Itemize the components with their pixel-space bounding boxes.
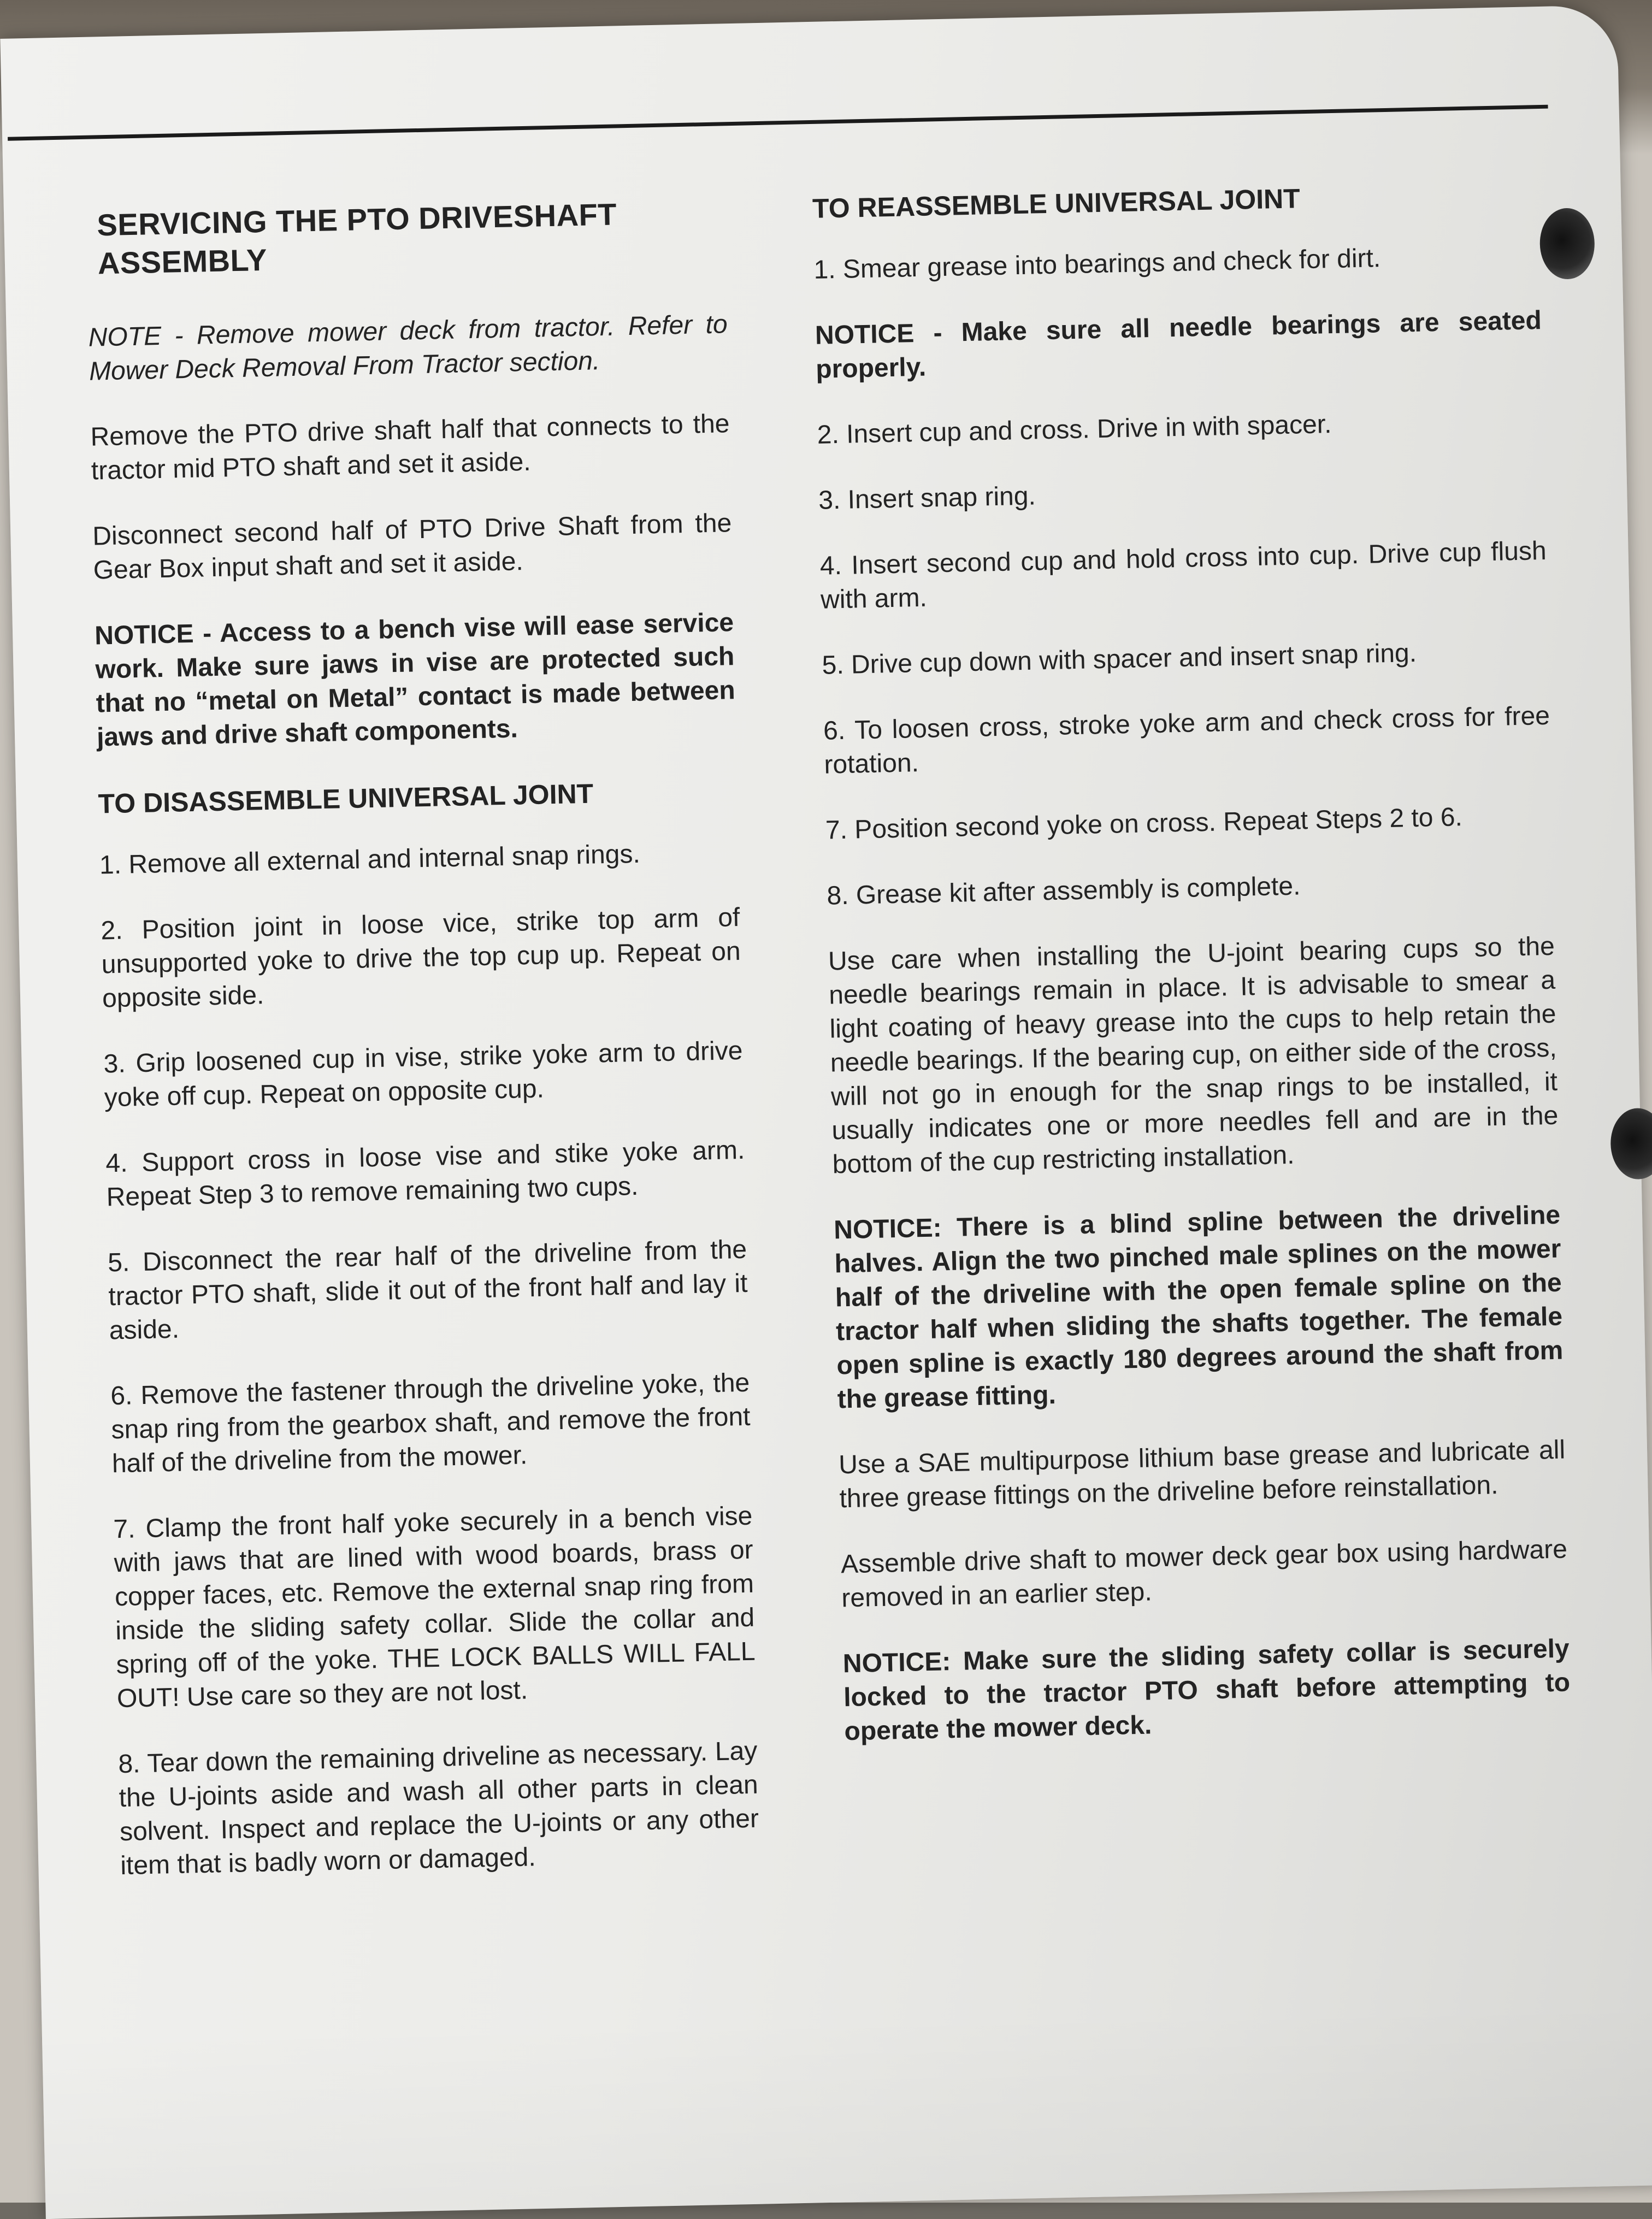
disassemble-heading: TO DISASSEMBLE UNIVERSAL JOINT: [98, 778, 594, 819]
header-rule: [8, 105, 1548, 141]
reassemble-step: 7. Position second yoke on cross. Repeat Steps 2 to 6.: [825, 802, 1463, 845]
reassemble-step: 3. Insert snap ring.: [818, 481, 1036, 515]
notice-blind-spline: NOTICE: There is a blind spline between the driveline halves. Align the two pinched male splines on the mower half of the driveline with the open female spline on the tractor half when sliding the shafts together. The female open spline is exactly 180 degrees around the shaft from the grease fitting.: [833, 1200, 1564, 1414]
reassemble-step: 6. To loosen cross, stroke yoke arm and check cross for free rotation.: [823, 701, 1550, 780]
notice-safety-collar: NOTICE: Make sure the sliding safety collar is securely locked to the tractor PTO shaft before attempting to operate the mower deck.: [842, 1634, 1571, 1746]
binder-hole-top: [1539, 208, 1595, 280]
reassemble-step: 5. Drive cup down with spacer and insert snap ring.: [822, 638, 1417, 680]
manual-page: [0, 5, 1652, 2219]
disassemble-step: 8. Tear down the remaining driveline as necessary. Lay the U-joints aside and wash all other parts in clean solvent. Inspect and replace the U-joints or any other item that is badly worn or damaged.: [117, 1736, 759, 1881]
para-assemble-drive-shaft: Assemble drive shaft to mower deck gear box using hardware removed in an earlier step.: [840, 1535, 1568, 1613]
binder-hole-middle: [1610, 1108, 1652, 1180]
para-use-care: Use care when installing the U-joint bearing cups so the needle bearings remain in place. It is advisable to smear a light coating of heavy grease into the cups to help retain the needle bearings. If the bearing cup, on either side of the cross, will not go in enough for the snap rings to be installed, it usually indicates one or more needles fell and are in the bottom of the cup restricting installation.: [828, 931, 1559, 1179]
para-remove-pto-half: Remove the PTO drive shaft half that connects to the tractor mid PTO shaft and set it aside.: [90, 409, 730, 486]
reassemble-step: 4. Insert second cup and hold cross into cup. Drive cup flush with arm.: [819, 536, 1547, 615]
disassemble-step: 3. Grip loosened cup in vise, strike yoke arm to drive yoke off cup. Repeat on opposite cup.: [103, 1036, 743, 1113]
reassemble-step: 1. Smear grease into bearings and check for dirt.: [813, 244, 1381, 285]
disassemble-step: 5. Disconnect the rear half of the driveline from the tractor PTO shaft, slide it out of the front half and lay it aside.: [107, 1235, 748, 1345]
disassemble-step: 6. Remove the fastener through the driveline yoke, the snap ring from the gearbox shaft, and remove the front half of the driveline from the mower.: [110, 1368, 751, 1479]
disassemble-step: 2. Position joint in loose vice, strike top arm of unsupported yoke to drive the top cup up. Repeat on opposite side.: [101, 902, 741, 1013]
disassemble-step: 4. Support cross in loose vise and stike yoke arm. Repeat Step 3 to remove remaining two cups.: [105, 1135, 745, 1212]
disassemble-step: 7. Clamp the front half yoke securely in a bench vise with jaws that are lined with wood boards, brass or copper faces, etc. Remove the external snap ring from inside the sliding safety collar. Slide the collar and spring off of the yoke. THE LOCK BALLS WILL FALL OUT! Use care so they are not lost.: [113, 1501, 756, 1714]
reassemble-step: 2. Insert cup and cross. Drive in with spacer.: [817, 410, 1332, 450]
notice-bench-vise: NOTICE - Access to a bench vise will ease service work. Make sure jaws in vise are protected such that no “metal on Metal” contact is made between jaws and drive shaft components.: [94, 608, 736, 752]
page-title: SERVICING THE PTO DRIVESHAFT ASSEMBLY: [96, 197, 617, 281]
reassemble-step: 8. Grease kit after assembly is complete.: [826, 871, 1301, 911]
para-sae-grease: Use a SAE multipurpose lithium base grease and lubricate all three grease fittings on the driveline before reinstallation.: [838, 1435, 1566, 1514]
left-column: [86, 193, 760, 1915]
notice-needle-bearings: NOTICE - Make sure all needle bearings are seated properly.: [815, 306, 1542, 384]
bleed-through-area: [42, 1998, 1652, 2219]
note-remove-deck: NOTE - Remove mower deck from tractor. Refer to Mower Deck Removal From Tractor section.: [88, 310, 728, 386]
para-disconnect-second-half: Disconnect second half of PTO Drive Shaft from the Gear Box input shaft and set it aside.: [92, 509, 732, 585]
disassemble-step: 1. Remove all external and internal snap rings.: [99, 839, 641, 880]
right-column: [812, 176, 1572, 1780]
reassemble-heading: TO REASSEMBLE UNIVERSAL JOINT: [812, 183, 1301, 224]
